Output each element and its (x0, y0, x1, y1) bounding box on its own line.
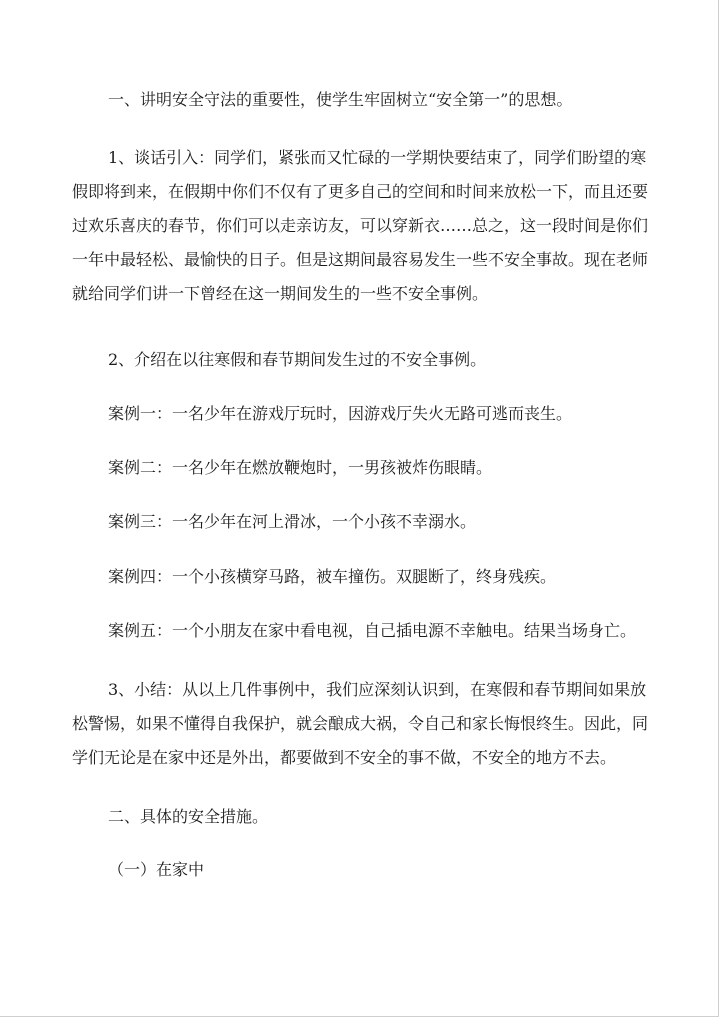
case-item (72, 397, 698, 431)
subheading-one-text: （一）在家中 (108, 860, 205, 879)
subheading-one (72, 853, 698, 887)
summary-line: 3、小结：从以上几件事例中，我们应深刻认识到，在寒假和春节期间如果放 (108, 680, 647, 699)
cases-intro-text: 2、介绍在以往寒假和春节期间发生过的不安全事例。 (108, 350, 487, 369)
case-item (72, 560, 698, 594)
intro-line: 假即将到来，在假期中你们不仅有了更多自己的空间和时间来放松一下，而且还要 (72, 182, 649, 201)
summary-line: 松警惕，如果不懂得自我保护，就会酿成大祸，令自己和家长悔恨终生。因此，同 (72, 714, 649, 733)
case-one-text: 案例一：一名少年在游戏厅玩时，因游戏厅失火无路可逃而丧生。 (108, 404, 573, 423)
case-three-text: 案例三：一名少年在河上滑冰，一个小孩不幸溺水。 (108, 512, 477, 531)
intro-line: 就给同学们讲一下曾经在这一期间发生的一些不安全事例。 (72, 284, 489, 303)
intro-paragraph (72, 141, 662, 311)
summary-line: 学们无论是在家中还是外出，都要做到不安全的事不做，不安全的地方不去。 (72, 748, 617, 767)
case-five-text: 案例五：一个小朋友在家中看电视，自己插电源不幸触电。结果当场身亡。 (108, 621, 637, 640)
heading-one (72, 83, 698, 117)
summary-paragraph (72, 673, 662, 775)
cases-intro (72, 343, 698, 377)
case-item (72, 614, 698, 648)
case-two-text: 案例二：一名少年在燃放鞭炮时，一男孩被炸伤眼睛。 (108, 458, 493, 477)
intro-line: 过欢乐喜庆的春节，你们可以走亲访友，可以穿新衣……总之，这一段时间是你们 (72, 216, 649, 235)
case-item (72, 451, 698, 485)
case-four-text: 案例四：一个小孩横穿马路，被车撞伤。双腿断了，终身残疾。 (108, 567, 557, 586)
intro-line: 一年中最轻松、最愉快的日子。但是这期间最容易发生一些不安全事故。现在老师 (72, 250, 649, 269)
heading-two-text: 二、具体的安全措施。 (108, 807, 269, 826)
intro-line: 1、谈话引入：同学们，紧张而又忙碌的一学期快要结束了，同学们盼望的寒 (108, 148, 647, 167)
heading-two (72, 800, 698, 834)
heading-one-text: 一、讲明安全守法的重要性，使学生牢固树立“安全第一”的思想。 (108, 90, 573, 109)
case-item (72, 505, 698, 539)
